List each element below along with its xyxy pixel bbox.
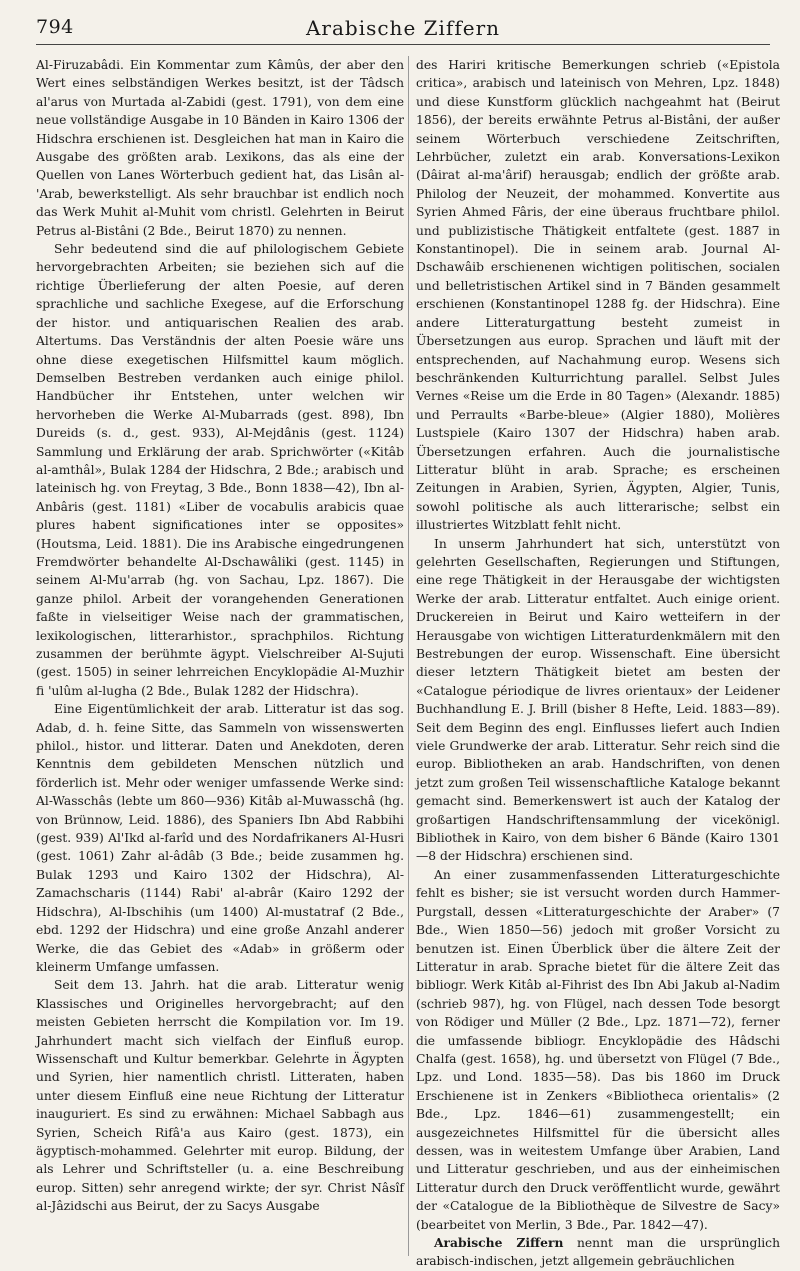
entry-start [416, 1234, 780, 1271]
left-column [36, 56, 404, 1261]
paragraph: Sehr bedeutend sind die auf philologischem Gebiete hervorgebrachten Arbeiten; sie beziehen sich auf die richtige Überlieferung der alten Poesie, auf deren sprachliche und sachliche Exegese, auf die Erforschung der histor. und antiquarischen Realien des arab. Altertums. Das Verständnis der alten Poesie wäre uns ohne diese exegetischen Hilfsmittel kaum möglich. Demselben Bestreben verdanken auch einige philol. Handbücher ihr Entstehen, unter welchen wir hervorheben die Werke Al-Mubarrads (gest. 898), Ibn Dureids (s. d., gest. 933), Al-Mejdânis (gest. 1124) Sammlung und Erklärung der arab. Sprichwörter («Kitâb al-amthâl», Bulak 1284 der Hidschra, 2 Bde.; arabisch und lateinisch hg. von Freytag, 3 Bde., Bonn 1838—42), Ibn al-Anbâris (gest. 1181) «Liber de vocabulis arabicis quae plures habent significationes inter se opposites» (Houtsma, Leid. 1881). Die ins Arabische eingedrungenen Fremdwörter behandelte Al-Dschawâliki (gest. 1145) in seinem Al-Mu'arrab (hg. von Sachau, Lpz. 1867). Die ganze philol. Arbeit der vorangehenden Generationen faßte in vielseitiger Weise nach der grammatischen, lexikologischen, litterarhistor., sprachphilos. Richtung zusammen der berühmte ägypt. Vielschreiber Al-Sujuti (gest. 1505) in seiner lehrreichen Encyklopädie Al-Muzhir fi 'ulûm al-lugha (2 Bde., Bulak 1282 der Hidschra). [36, 242, 404, 698]
column-divider [408, 56, 409, 1256]
paragraph: des Hariri kritische Bemerkungen schrieb («Epistola critica», arabisch und lateinisch von Mehren, Lpz. 1848) und diese Kunstform glücklich nachgeahmt hat (Beirut 1856), der bereits erwähnte Petrus al-Bistâni, der außer seinem Wörterbuch verschiedene Zeitschriften, Lehrbücher, zuletzt ein arab. Konversations-Lexikon (Dâirat al-ma'ârif) herausgab; endlich der größte arab. Philolog der Neuzeit, der mohammed. Konvertite aus Syrien Ahmed Fâris, der eine überaus fruchtbare philol. und publizistische Thätigkeit entfaltete (gest. 1887 in Konstantinopel). Die in seinem arab. Journal Al-Dschawâib erschienenen wichtigen politischen, socialen und belletristischen Artikel sind in 7 Bänden gesammelt erschienen (Konstantinopel 1288 fg. der Hidschra). Eine andere Litteraturgattung besteht zumeist in Übersetzungen aus europ. Sprachen und läuft mit der entsprechenden, auf Nachahmung europ. Wesens sich beschränkenden Kulturrichtung parallel. Selbst Jules Vernes «Reise um die Erde in 80 Tagen» (Alexandr. 1885) und Perraults «Barbe-bleue» (Algier 1880), Molières Lustspiele (Kairo 1307 der Hidschra) haben arab. Übersetzungen erfahren. Auch die journalistische Litteratur blüht in arab. Sprache; es erscheinen Zeitungen in Arabien, Syrien, Ägypten, Algier, Tunis, sowohl politische als auch litterarische; selbst ein illustriertes Witzblatt fehlt nicht. [416, 58, 780, 533]
running-head: Arabische Ziffern [305, 16, 501, 40]
paragraph: Al-Firuzabâdi. Ein Kommentar zum Kâmûs, der aber den Wert eines selbständigen Werkes besitzt, ist der Tâdsch al'arus von Murtada al-Zabidi (gest. 1791), von dem eine neue vollständige Ausgabe in 10 Bänden in Kairo 1306 der Hidschra erschienen ist. Desgleichen hat man in Kairo die Ausgabe des größten arab. Lexikons, das als eine der Quellen von Lanes Wörterbuch gedient hat, das Lisân al-'Arab, bewerkstelligt. Als sehr brauchbar ist endlich noch das Werk Muhit al-Muhit vom christl. Gelehrten in Beirut Petrus al-Bistâni (2 Bde., Beirut 1870) zu nennen. [36, 58, 404, 238]
right-column [416, 56, 780, 1269]
page-number: 794 [36, 16, 74, 38]
paragraph: Seit dem 13. Jahrh. hat die arab. Litteratur wenig Klassisches und Originelles hervorgebracht; auf den meisten Gebieten herrscht die Kompilation vor. Im 19. Jahrhundert macht sich vielfach der Einfluß europ. Wissenschaft und Kultur bemerkbar. Gelehrte in Ägypten und Syrien, hier namentlich christl. Litteraten, haben unter diesem Einfluß eine neue Richtung der Litteratur inauguriert. Es sind zu erwähnen: Michael Sabbagh aus Syrien, Scheich Rifâ'a aus Kairo (gest. 1873), ein ägyptisch-mohammed. Gelehrter mit europ. Bildung, der als Lehrer und Schriftsteller (u. a. eine Beschreibung europ. Sitten) sehr anregend wirkte; der syr. Christ Nâsîf al-Jâzidschi aus Beirut, der zu Sacys Ausgabe [36, 978, 404, 1214]
header-rule [36, 44, 770, 45]
paragraph: Eine Eigentümlichkeit der arab. Litteratur ist das sog. Adab, d. h. feine Sitte, das Sammeln von wissenswerten philol., histor. und litterar. Daten und Anekdoten, deren Kenntnis dem gebildeten Menschen nützlich und förderlich ist. Mehr oder weniger umfassende Werke sind: Al-Wasschâs (lebte um 860—936) Kitâb al-Muwasschâ (hg. von Brünnow, Leid. 1886), des Spaniers Ibn Abd Rabbihi (gest. 939) Al'Ikd al-farîd und des Nordafrikaners Al-Husri (gest. 1061) Zahr al-âdâb (3 Bde.; beide zusammen hg. Bulak 1293 und Kairo 1302 der Hidschra), Al-Zamachscharis (1144) Rabi' al-abrâr (Kairo 1292 der Hidschra), Al-Ibschihis (um 1400) Al-mustatraf (2 Bde., ebd. 1292 der Hidschra) und eine große Anzahl anderer Werke, die das Gebiet des «Adab» in größerm oder kleinerm Umfange umfassen. [36, 702, 404, 974]
page-header [36, 14, 770, 42]
paragraph: In unserm Jahrhundert hat sich, unterstützt von gelehrten Gesellschaften, Regierungen und Stiftungen, eine rege Thätigkeit in der Herausgabe der wichtigsten Werke der arab. Litteratur entfaltet. Auch einige orient. Druckereien in Beirut und Kairo wetteifern in der Herausgabe von wichtigen Litteraturdenkmälern mit den Bestrebungen der europ. Wissenschaft. Eine übersicht dieser letztern Thätigkeit bietet am besten der «Catalogue périodique de livres orientaux» der Leidener Buchhandlung E. J. Brill (bisher 8 Hefte, Leid. 1883—89). Seit dem Beginn des engl. Einflusses liefert auch Indien viele Grundwerke der arab. Litteratur. Sehr reich sind die europ. Bibliotheken an arab. Handschriften, von denen jetzt zum großen Teil wissenschaftliche Kataloge bekannt gemacht sind. Bemerkenswert ist auch der Katalog der großartigen Handschriftensammlung der vicekönigl. Bibliothek in Kairo, von dem bisher 6 Bände (Kairo 1301—8 der Hidschra) erschienen sind. [416, 536, 780, 864]
paragraph: An einer zusammenfassenden Litteraturgeschichte fehlt es bisher; sie ist versucht worden durch Hammer-Purgstall, dessen «Litteraturgeschichte der Araber» (7 Bde., Wien 1850—56) jedoch mit großer Vorsicht zu benutzen ist. Einen Überblick über die ältere Zeit der Litteratur in arab. Sprache bietet für die ältere Zeit das bibliogr. Werk Kitâb al-Fihrist des Ibn Abi Jakub al-Nadim (schrieb 987), hg. von Flügel, nach dessen Tode besorgt von Rödiger und Müller (2 Bde., Lpz. 1871—72), ferner die umfassende bibliogr. Encyklopädie des Hâdschi Chalfa (gest. 1658), hg. und übersetzt von Flügel (7 Bde., Lpz. und Lond. 1835—58). Das bis 1860 im Druck Erschienene ist in Zenkers «Bibliotheca orientalis» (2 Bde., Lpz. 1846—61) zusammengestellt; ein ausgezeichnetes Hilfsmittel für die übersicht alles dessen, was in weitestem Umfange über Arabien, Land und Litteratur geschrieben, und aus der einheimischen Litteratur durch den Druck veröffentlicht wurde, gewährt der «Catalogue de la Bibliothèque de Silvestre de Sacy» (bearbeitet von Merlin, 3 Bde., Par. 1842—47). [416, 867, 780, 1232]
entry-headword: Arabische Ziffern [434, 1235, 564, 1250]
entry-text: nennt man die ursprünglich arabisch-indischen, jetzt allgemein gebräuchlichen [416, 1236, 780, 1269]
